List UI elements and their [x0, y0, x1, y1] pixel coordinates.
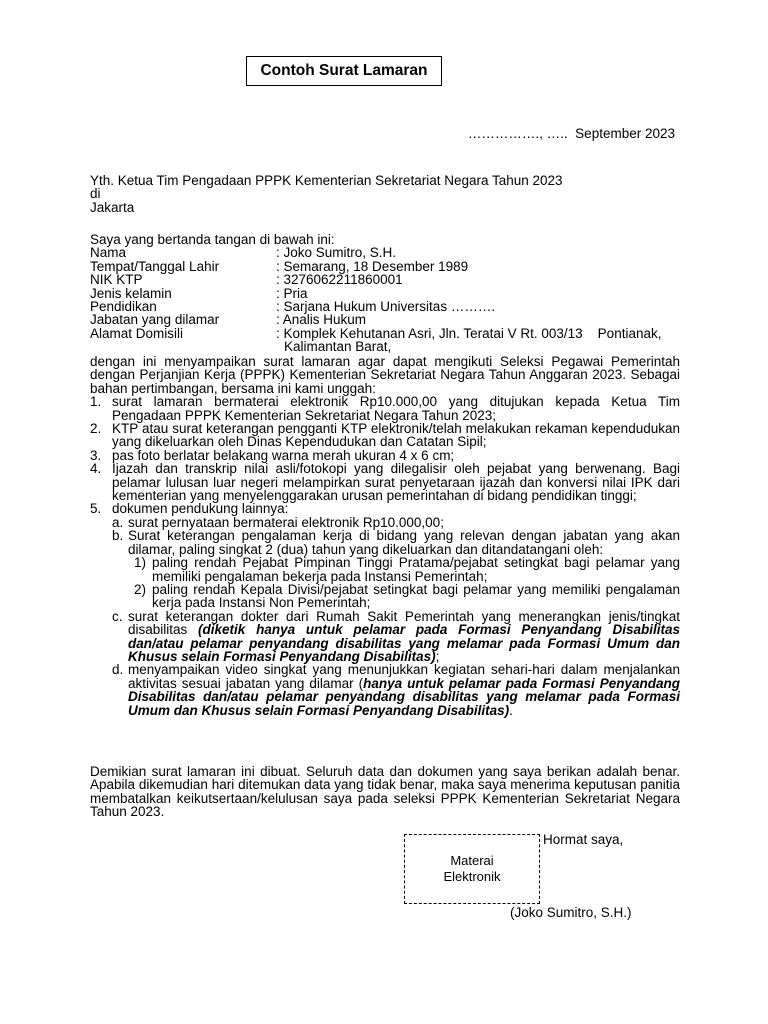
field-row	[90, 287, 680, 300]
field-label: NIK KTP	[90, 272, 143, 288]
field-label: Nama	[90, 245, 127, 261]
nested-list-item	[134, 556, 680, 583]
signatory-name: (Joko Sumitro, S.H.)	[510, 905, 632, 920]
applicant-details	[90, 233, 680, 354]
list-number: 1.	[90, 394, 102, 410]
list-text: KTP atau surat keterangan pengganti KTP elektronik/telah melakukan rekaman kependudukan yang dikeluarkan oleh Dinas Kependudukan dan Catatan Sipil;	[112, 421, 680, 450]
letter-body	[90, 355, 680, 717]
list-item	[90, 502, 680, 515]
electronic-stamp-box	[404, 834, 540, 904]
closing-paragraph: Demikian surat lamaran ini dibuat. Seluruh data dan dokumen yang saya berikan adalah benar. Apabila dikemudian hari ditemukan data yang tidak benar, maka saya menerima keputusan panitia membatalkan keikutsertaan/kelulusan saya pada seleksi PPPK Kementerian Sekretariat Negara Tahun 2023.	[90, 764, 680, 820]
stamp-line-1: Materai	[450, 853, 494, 868]
addressee-line-2: di	[90, 186, 101, 202]
list-item	[90, 395, 680, 422]
list-item	[90, 422, 680, 449]
body-paragraph: dengan ini menyampaikan surat lamaran agar dapat mengikuti Seleksi Pegawai Pemerintah dengan Perjanjian Kerja (PPPK) Kementerian Sekretariat Negara Tahun Anggaran 2023. Sebagai bahan pertimbangan, bersama ini kami unggah:	[90, 354, 680, 396]
list-item	[90, 462, 680, 502]
date-line: ……………., ….. September 2023	[467, 126, 675, 141]
addressee-line-1: Yth. Ketua Tim Pengadaan PPPK Kementerian Sekretariat Negara Tahun 2023	[90, 173, 563, 188]
nested-list-item	[134, 583, 680, 610]
signature-greeting: Hormat saya,	[543, 832, 624, 847]
field-value: : Komplek Kehutanan Asri, Jln. Teratai V Rt. 003/13 Pontianak,	[276, 325, 662, 341]
list-item	[90, 449, 680, 462]
address-continuation: Kalimantan Barat,	[284, 339, 392, 355]
sub-list-text: surat keterangan dokter dari Rumah Sakit Pemerintah yang menerangkan jenis/tingkat disabilitas	[128, 608, 680, 638]
sub-list-tail: ;	[435, 648, 440, 664]
list-text: surat lamaran bermaterai elektronik Rp10.000,00 yang ditujukan kepada Ketua Tim Pengadaan PPPK Kementerian Sekretariat Negara Tahun 2023;	[112, 394, 680, 423]
sub-list-text: Surat keterangan pengalaman kerja di bidang yang relevan dengan jabatan yang akan dilamar, paling singkat 2 (dua) tahun yang dikeluarkan dan ditandatangani oleh:	[128, 528, 680, 557]
list-number: 2.	[90, 421, 102, 437]
sub-list-letter: a.	[112, 514, 124, 530]
sub-list-item	[112, 516, 680, 529]
field-row	[90, 327, 680, 340]
letter-title	[246, 56, 442, 86]
sub-list-letter: d.	[112, 662, 124, 678]
field-label: Jabatan yang dilamar	[90, 312, 220, 328]
field-value: : Pria	[276, 285, 308, 301]
emphasis-note: (diketik hanya untuk pelamar pada Formasi Penyandang Disabilitas dan/atau pelamar penyandang disabilitas yang melamar pada Formasi Umum dan Khusus selain Formasi Penyandang Disabilitas)	[128, 622, 680, 664]
sub-list-item	[112, 610, 680, 664]
sub-list-text: menyampaikan video singkat yang menunjukkan kegiatan sehari-hari dalam menjalankan aktivitas sesuai jabatan yang dilamar (	[128, 662, 680, 691]
sub-list-letter: c.	[112, 608, 123, 624]
sub-list-text: surat pernyataan bermaterai elektronik Rp10.000,00;	[128, 514, 444, 530]
intro-text: Saya yang bertanda tangan di bawah ini:	[90, 232, 335, 247]
field-label: Pendidikan	[90, 298, 157, 314]
list-text: dokumen pendukung lainnya:	[112, 501, 289, 517]
field-value: : 3276062211860001	[276, 272, 403, 288]
field-label: Jenis kelamin	[90, 285, 172, 301]
field-value: : Analis Hukum	[276, 312, 367, 328]
field-row	[90, 273, 680, 286]
sub-list-item	[112, 529, 680, 556]
list-number: 4.	[90, 461, 102, 477]
field-row	[90, 260, 680, 273]
field-row	[90, 300, 680, 313]
nested-list-text: paling rendah Pejabat Pimpinan Tinggi Pratama/pejabat setingkat bagi pelamar yang memiliki pengalaman bekerja pada Instansi Pemerintah;	[152, 555, 680, 584]
stamp-line-2: Elektronik	[443, 869, 501, 884]
list-text: pas foto berlatar belakang warna merah ukuran 4 x 6 cm;	[112, 447, 455, 463]
addressee-line-3: Jakarta	[90, 199, 135, 215]
field-value: : Sarjana Hukum Universitas ……….	[276, 298, 496, 314]
field-row	[90, 340, 680, 353]
field-row	[90, 246, 680, 259]
nested-list-number: 2)	[134, 581, 147, 597]
addressee	[90, 174, 680, 214]
list-number: 3.	[90, 447, 102, 463]
list-number: 5.	[90, 501, 102, 517]
sub-list-item	[112, 663, 680, 717]
nested-list-text: paling rendah Kepala Divisi/pejabat setingkat bagi pelamar yang memiliki pengalaman kerja pada Instansi Non Pemerintah;	[152, 581, 680, 611]
list-text: Ijazah dan transkrip nilai asli/fotokopi yang dilegalisir oleh pejabat yang berwenang. Bagi pelamar lulusan luar negeri melampirkan surat penyetaraan ijazah dan konversi nilai IPK dari kementerian yang menyelenggarakan urusan pemerintahan di bidang pendidikan tinggi;	[112, 461, 680, 504]
emphasis-note: hanya untuk pelamar pada Formasi Penyandang Disabilitas dan/atau pelamar penyandang disabilitas yang melamar pada Formasi Umum dan Khusus selain Formasi Penyandang Disabilitas)	[128, 675, 680, 718]
field-label: Tempat/Tanggal Lahir	[90, 258, 220, 274]
field-label: Alamat Domisili	[90, 325, 184, 341]
letter-title-text: Contoh Surat Lamaran	[260, 62, 428, 80]
field-value: : Joko Sumitro, S.H.	[276, 245, 397, 261]
field-row	[90, 313, 680, 326]
sub-list-tail: .	[509, 702, 513, 718]
sub-list-letter: b.	[112, 528, 124, 544]
nested-list-number: 1)	[134, 555, 147, 571]
field-value: : Semarang, 18 Desember 1989	[276, 258, 469, 274]
